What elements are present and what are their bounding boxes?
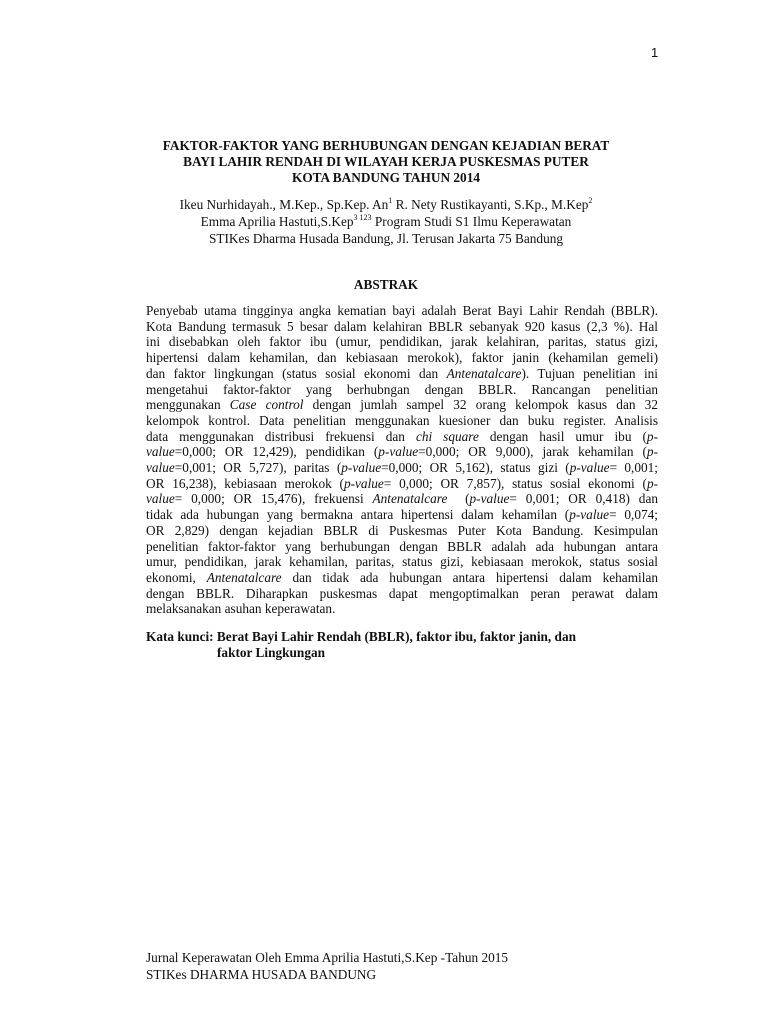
page-number: 1 [651,45,659,60]
authors-line: Ikeu Nurhidayah., M.Kep., Sp.Kep. An$^1$ R. Nety Rustikayanti, S.Kp., M.Kep$^2$ [179,195,593,212]
page-footer [146,949,508,983]
author-block [120,196,652,247]
abstract-line: dengan BBLR. Diharapkan puskesmas dapat mengoptimalkan peran perawat dalam [146,585,658,601]
abstract-line: umur, pendidikan, jarak kehamilan, paritas, status gizi, kebiasaan merokok, status sosial [146,554,658,570]
abstract-line: tidak ada hubungan yang bermakna antara hipertensi dalam kehamilan (p-value= 0,074; [146,507,658,523]
abstract-line: hipertensi dalam kehamilan, dan kebiasaan merokok), faktor janin (kehamilan gemeli) [146,350,658,366]
paper-title [120,138,652,186]
abstract-line: mengetahui faktor-faktor yang berhubngan dengan BBLR. Rancangan penelitian [146,381,658,397]
abstract-line: value=0,000; OR 12,429), pendidikan (p-value=0,000; OR 9,000), jarak kehamilan (p- [146,444,658,460]
abstract-heading: ABSTRAK [353,277,419,292]
abstract-line: melaksanakan asuhan keperawatan. [146,601,336,617]
authors-line: Emma Aprilia Hastuti,S.Kep$^{3 123}$ Program Studi S1 Ilmu Keperawatan [200,212,572,229]
abstract-line: value= 0,000; OR 15,476), frekuensi Antenatalcare (p-value= 0,001; OR 0,418) dan [146,491,659,507]
abstract-line: menggunakan Case control dengan jumlah sampel 32 orang kelompok kasus dan 32 [146,397,658,413]
keywords-line: Kata kunci: Berat Bayi Lahir Rendah (BBLR), faktor ibu, faktor janin, dan [146,629,576,644]
abstract-line: Penyebab utama tingginya angka kematian bayi adalah Berat Bayi Lahir Rendah (BBLR). [146,303,658,318]
footer-line: Jurnal Keperawatan Oleh Emma Aprilia Hastuti,S.Kep -Tahun 2015 [146,950,509,965]
abstract-line: ekonomi, Antenatalcare dan tidak ada hubungan antara hipertensi dalam kehamilan [146,569,658,585]
abstract-line: ini disebabkan oleh faktor ibu (umur, pendidikan, jarak kelahiran, paritas, status gizi, [146,334,658,350]
abstract-line: dan faktor lingkungan (status sosial ekonomi dan Antenatalcare). Tujuan penelitian ini [146,365,658,381]
abstract-body [146,303,658,617]
keywords-line: faktor Lingkungan [217,645,326,660]
footer-line: STIKes DHARMA HUSADA BANDUNG [146,967,377,982]
affiliation-line: STIKes Dharma Husada Bandung, Jl. Terusan Jakarta 75 Bandung [208,231,564,246]
abstract-line: kelompok kontrol. Data penelitian menggunakan kuesioner dan buku register. Analisis [146,412,658,428]
abstract-line: Kota Bandung termasuk 5 besar dalam kelahiran BBLR sebanyak 920 kasus (2,3 %). Hal [146,318,658,334]
title-line: KOTA BANDUNG TAHUN 2014 [291,170,481,185]
abstract-line: OR 2,829) dengan kejadian BBLR di Puskesmas Puter Kota Bandung. Kesimpulan [146,522,658,538]
abstract-line: OR 16,238), kebiasaan merokok (p-value= 0,000; OR 7,857), status sosial ekonomi (p- [146,475,659,491]
abstract-line: penelitian faktor-faktor yang berhubungan dengan BBLR adalah ada hubungan antara [146,538,658,554]
title-line: BAYI LAHIR RENDAH DI WILAYAH KERJA PUSKESMAS PUTER [183,154,589,169]
keywords [146,629,658,661]
abstract-line: value=0,001; OR 5,727), paritas (p-value=0,000; OR 5,162), status gizi (p-value= 0,001; [146,460,659,476]
abstract-line: data menggunakan distribusi frekuensi dan chi square dengan hasil umur ibu (p- [146,428,658,444]
title-line: FAKTOR-FAKTOR YANG BERHUBUNGAN DENGAN KEJADIAN BERAT [162,138,610,153]
